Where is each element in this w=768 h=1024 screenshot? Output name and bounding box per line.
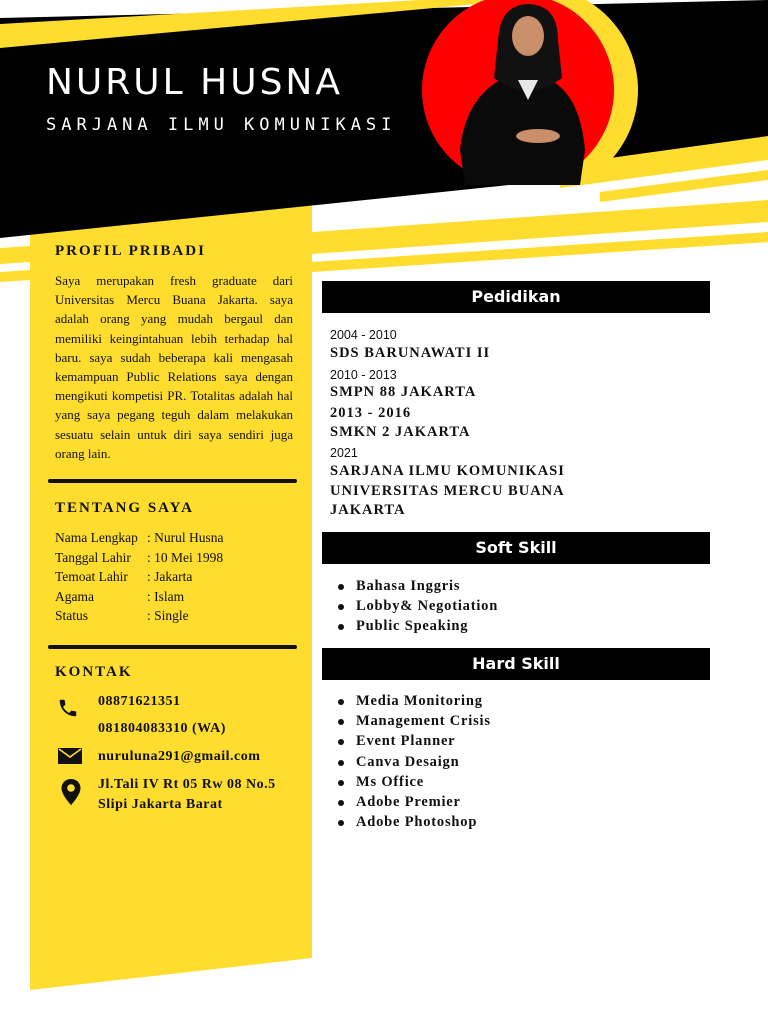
edu-year: 2021 (330, 446, 358, 460)
address-line-2: Slipi Jakarta Barat (98, 797, 223, 812)
tentang-row (55, 567, 224, 587)
edu-school: SARJANA ILMU KOMUNIKASI UNIVERSITAS MERCU BUANA JAKARTA (330, 463, 565, 518)
soft-skill-heading: Soft Skill (322, 532, 710, 564)
list-item: Adobe Photoshop (330, 812, 491, 832)
hard-skill-heading: Hard Skill (322, 648, 710, 680)
phone-2: 081804083310 (WA) (98, 721, 226, 736)
profil-heading: PROFIL PRIBADI (55, 243, 206, 259)
tentang-value: : Islam (147, 588, 185, 604)
resume-name: NURUL HUSNA (46, 62, 343, 103)
email-icon (57, 747, 83, 765)
tentang-label: Temoat Lahir (55, 569, 128, 584)
list-item: Event Planner (330, 731, 491, 751)
tentang-value: : Nurul Husna (147, 530, 224, 545)
phone-1: 08871621351 (98, 694, 181, 709)
list-item: Management Crisis (330, 711, 491, 731)
edu-school: SMPN 88 JAKARTA (330, 384, 477, 400)
tentang-row (55, 528, 224, 548)
divider-2 (48, 645, 297, 649)
hard-skill-list (330, 691, 491, 832)
email: nuruluna291@gmail.com (98, 749, 261, 764)
edu-school: SMKN 2 JAKARTA (330, 424, 471, 440)
profile-photo (420, 0, 640, 185)
tentang-label: Tanggal Lahir (55, 549, 131, 565)
edu-year: 2013 - 2016 (330, 405, 412, 421)
yellow-stripe-left-2 (0, 270, 30, 282)
tentang-row (55, 587, 224, 607)
tentang-value: : 10 Mei 1998 (147, 549, 224, 565)
tentang-row (55, 548, 224, 568)
divider-1 (48, 479, 297, 483)
tentang-heading: TENTANG SAYA (55, 500, 194, 516)
phone-icon (57, 697, 79, 719)
edu-school: SDS BARUNAWATI II (330, 345, 491, 361)
yellow-stripe-left-1 (0, 246, 30, 264)
list-item: Media Monitoring (330, 691, 491, 711)
list-item: Lobby& Negotiation (330, 596, 498, 616)
tentang-value: : Jakarta (147, 569, 193, 584)
tentang-label: Status (55, 608, 89, 623)
kontak-heading: KONTAK (55, 664, 133, 680)
pendidikan-heading: Pedidikan (322, 281, 710, 313)
edu-year: 2010 - 2013 (330, 368, 397, 382)
list-item: Ms Office (330, 772, 491, 792)
resume-title: SARJANA ILMU KOMUNIKASI (46, 115, 397, 135)
tentang-list (55, 528, 224, 626)
tentang-value: : Single (147, 608, 189, 623)
list-item: Bahasa Inggris (330, 576, 498, 596)
list-item: Public Speaking (330, 616, 498, 636)
soft-skill-list (330, 576, 498, 637)
edu-year: 2004 - 2010 (330, 328, 397, 342)
tentang-row (55, 606, 224, 626)
tentang-label: Nama Lengkap (55, 530, 138, 545)
address-line-1: Jl.Tali IV Rt 05 Rw 08 No.5 (98, 777, 276, 792)
location-icon (60, 778, 82, 806)
tentang-label: Agama (55, 588, 94, 604)
list-item: Adobe Premier (330, 792, 491, 812)
profil-text: Saya merupakan fresh graduate dari Universitas Mercu Buana Jakarta. saya adalah orang yang mudah bergaul dan memiliki keingintahuan lebih terhadap hal baru. saya sudah beberapa kali mengasah kemampuan Public Relations saya dengan mengikuti kompetisi PR. Totalitas adalah hal yang saya pegang teguh dalam melakukan sesuatu selain untuk diri saya sendiri juga orang lain. (55, 273, 293, 461)
list-item: Canva Desaign (330, 752, 491, 772)
